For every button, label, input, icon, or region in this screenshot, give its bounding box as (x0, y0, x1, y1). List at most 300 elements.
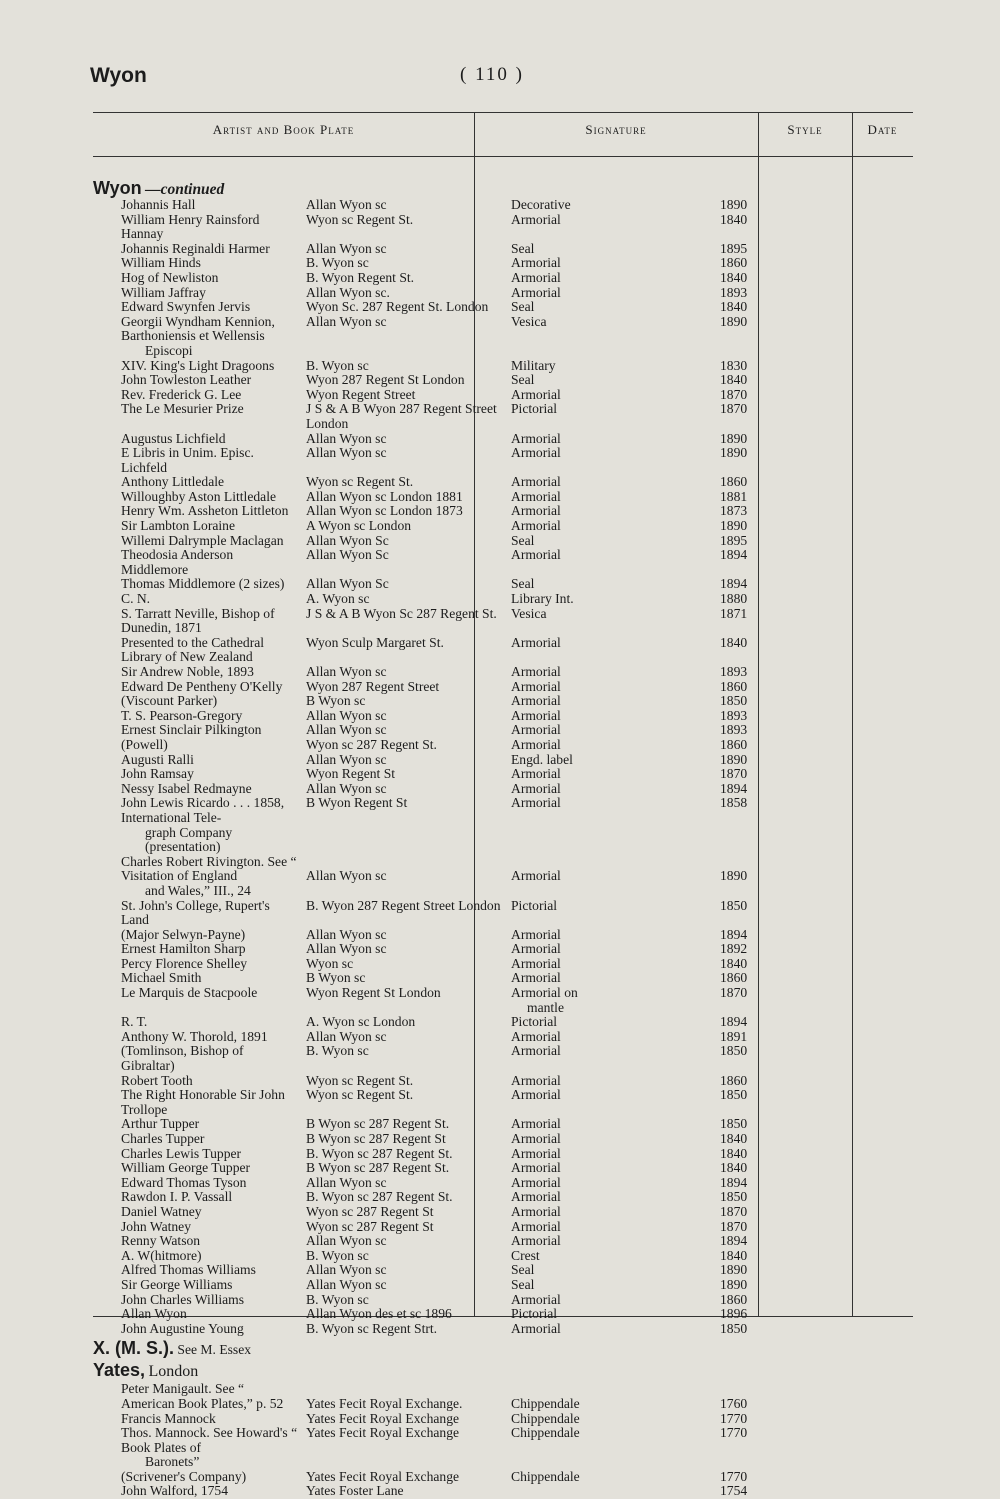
date-cell: 1860 (720, 474, 748, 490)
style-value: Armorial (511, 1189, 561, 1205)
signature-cell: Yates Foster Lane (306, 1483, 404, 1499)
date-cell: 1870 (720, 401, 748, 417)
artist-cell (93, 242, 298, 257)
date-cell: 1840 (720, 211, 748, 227)
artist-name: Sir Andrew Noble, 1893 (121, 664, 254, 679)
style-value: Chippendale (511, 1410, 580, 1426)
artist-cell (93, 402, 298, 431)
table-row (93, 1426, 913, 1470)
artist-name: Michael Smith (121, 970, 202, 986)
artist-name: T. S. Pearson-Gregory (121, 707, 243, 723)
section-name: Wyon (93, 178, 142, 198)
style-value: Armorial (511, 269, 561, 285)
signature-cell: Allan Wyon sc (306, 1276, 387, 1292)
table-row (93, 1044, 913, 1073)
style-cell (503, 1074, 708, 1089)
artist-name: C. N. (121, 591, 151, 607)
section-continued: —continued (145, 181, 225, 198)
date-cell: 1895 (720, 532, 748, 548)
artist-name: (Tomlinson, Bishop of Gibraltar) (121, 1043, 244, 1074)
signature-cell: B. Wyon sc (306, 1247, 369, 1263)
signature-cell: Allan Wyon sc. (306, 284, 390, 300)
artist-cell (93, 782, 298, 797)
artist-name: A. W(hitmore) (121, 1247, 202, 1263)
artist-cell (93, 796, 298, 854)
table-row (93, 1015, 913, 1030)
artist-cell (93, 373, 298, 388)
column-header-style: Style (787, 122, 823, 137)
artist-name: E Libris in Unim. Episc. Lichfeld (121, 445, 254, 475)
style-cell (503, 242, 708, 257)
style-cell (503, 1176, 708, 1191)
table-row (93, 213, 913, 242)
table-row (93, 753, 913, 768)
style-value: Armorial (511, 1087, 561, 1103)
column-header-date: Date (867, 122, 898, 137)
date-cell: 1830 (720, 357, 748, 373)
style-cell (503, 1190, 708, 1205)
artist-cell (93, 1074, 298, 1089)
style-value: Chippendale (511, 1425, 580, 1441)
date-cell: 1850 (720, 897, 748, 913)
style-value: Armorial (511, 1043, 561, 1059)
style-cell (503, 796, 708, 854)
style-value: Decorative (511, 197, 571, 212)
date-cell: 1894 (720, 1014, 748, 1030)
table-row (93, 534, 913, 549)
table-row (93, 577, 913, 592)
date-cell: 1890 (720, 430, 748, 446)
table-row (93, 723, 913, 738)
artist-name: Le Marquis de Stacpoole (121, 985, 258, 1001)
table-row (93, 1470, 913, 1485)
artist-name: Hog of Newliston (121, 269, 219, 285)
style-value: Seal (511, 532, 535, 548)
entries-table (93, 176, 913, 1499)
date-cell: 1894 (720, 1233, 748, 1249)
style-cell (503, 198, 708, 213)
table-row (93, 359, 913, 374)
style-value: Armorial (511, 547, 561, 563)
style-cell (503, 1484, 708, 1499)
artist-cell (93, 753, 298, 768)
artist-name: John Ramsay (121, 766, 194, 782)
artist-name: John Watney (121, 1218, 192, 1234)
table-row (93, 1147, 913, 1162)
style-value: Library Int. (511, 591, 574, 607)
table-row (93, 636, 913, 665)
style-value: Armorial (511, 503, 561, 519)
section-place: London (148, 1363, 199, 1381)
table-row (93, 1412, 913, 1427)
style-value: Armorial (511, 474, 561, 490)
style-cell (503, 1234, 708, 1249)
section-heading-row (93, 176, 913, 198)
artist-name: Percy Florence Shelley (121, 955, 248, 971)
table-row (93, 665, 913, 680)
artist-cell (93, 1263, 298, 1278)
style-value: Armorial (511, 488, 561, 504)
artist-name: William Jaffray (121, 284, 206, 300)
artist-name: Renny Watson (121, 1233, 201, 1249)
signature-cell: Allan Wyon Sc (306, 547, 389, 563)
signature-cell: Wyon sc (306, 955, 354, 971)
style-value: Armorial (511, 722, 561, 738)
style-cell (503, 1220, 708, 1235)
artist-cell (93, 709, 298, 724)
artist-name: Georgii Wyndham Kennion, Barthoniensis et Wellensis (121, 313, 275, 344)
artist-name: (Scrivener's Company) (121, 1468, 247, 1484)
artist-name: William George Tupper (121, 1160, 251, 1176)
style-value: Seal (511, 240, 535, 256)
artist-name: John Charles Williams (121, 1291, 245, 1307)
table-row (93, 607, 913, 636)
date-cell: 1770 (720, 1425, 748, 1441)
artist-cell (93, 636, 298, 665)
style-cell (503, 1030, 708, 1045)
style-value: Seal (511, 1262, 535, 1278)
signature-cell: Wyon 287 Regent St London (306, 372, 465, 388)
style-value: Armorial (511, 970, 561, 986)
style-cell (503, 1249, 708, 1264)
signature-cell: Wyon sc Regent St. (306, 474, 414, 490)
style-cell (503, 592, 708, 607)
table-row (93, 1382, 913, 1411)
table-row (93, 738, 913, 753)
artist-cell (93, 1307, 298, 1322)
date-cell: 1870 (720, 985, 748, 1001)
table-row (93, 1161, 913, 1176)
date-cell: 1840 (720, 955, 748, 971)
signature-cell: B. Wyon 287 Regent Street London (306, 897, 501, 913)
style-cell (503, 607, 708, 636)
artist-cell (93, 1322, 298, 1337)
style-cell (503, 753, 708, 768)
style-value: Armorial (511, 955, 561, 971)
date-cell: 1871 (720, 605, 748, 621)
style-cell (503, 738, 708, 753)
style-cell (503, 490, 708, 505)
artist-name: William Henry Rainsford Hannay (121, 211, 260, 242)
artist-cell (93, 432, 298, 447)
signature-cell: Allan Wyon sc (306, 751, 387, 767)
date-cell: 1860 (720, 970, 748, 986)
style-value: Armorial (511, 1291, 561, 1307)
table-row (93, 899, 913, 928)
date-cell: 1890 (720, 1276, 748, 1292)
style-value: Armorial on (511, 985, 578, 1001)
style-cell (503, 271, 708, 286)
date-cell: 1840 (720, 1247, 748, 1263)
artist-name: Willoughby Aston Littledale (121, 488, 277, 504)
artist-cell (93, 286, 298, 301)
date-cell: 1840 (720, 634, 748, 650)
top-rule (93, 112, 913, 113)
date-cell: 1892 (720, 941, 748, 957)
table-row (93, 1293, 913, 1308)
section-heading (93, 176, 913, 198)
artist-cell (93, 1147, 298, 1162)
table-row (93, 1234, 913, 1249)
artist-cell (93, 446, 298, 475)
style-cell (503, 986, 708, 1015)
table-row (93, 680, 913, 695)
style-value: Vesica (511, 605, 547, 621)
date-cell: 1890 (720, 313, 748, 329)
artist-cell (93, 899, 298, 928)
signature-cell: B Wyon sc (306, 970, 366, 986)
artist-cell (93, 1220, 298, 1235)
artist-cell (93, 986, 298, 1015)
signature-cell: Allan Wyon Sc (306, 576, 389, 592)
table-row (93, 1249, 913, 1264)
style-cell (503, 899, 708, 928)
signature-cell: Wyon 287 Regent Street (306, 678, 440, 694)
date-cell: 1893 (720, 664, 748, 679)
style-value: Armorial (511, 693, 561, 709)
table-row (93, 519, 913, 534)
artist-name: Augusti Ralli (121, 751, 194, 767)
signature-cell: B. Wyon sc (306, 1043, 369, 1059)
signature-cell: B Wyon sc 287 Regent St. (306, 1116, 450, 1132)
table-row (93, 942, 913, 957)
date-cell: 1890 (720, 445, 748, 461)
artist-cell (93, 534, 298, 549)
signature-cell: B. Wyon sc Regent Strt. (306, 1320, 438, 1336)
date-cell: 1870 (720, 766, 748, 782)
style-value: Armorial (511, 211, 561, 227)
artist-name: Ernest Sinclair Pilkington (121, 722, 262, 738)
signature-cell: Allan Wyon sc (306, 1174, 387, 1190)
artist-name: John Walford, 1754 (121, 1483, 229, 1499)
style-value: Pictorial (511, 1306, 558, 1322)
table-row (93, 271, 913, 286)
date-cell: 1860 (720, 1291, 748, 1307)
artist-name: Alfred Thomas Williams (121, 1262, 256, 1278)
artist-cell (93, 315, 298, 359)
signature-cell: Allan Wyon sc London 1873 (306, 503, 463, 519)
artist-cell (93, 738, 298, 753)
artist-cell (93, 1161, 298, 1176)
artist-name: William Hinds (121, 255, 201, 271)
artist-name: Charles Tupper (121, 1131, 205, 1146)
style-cell (503, 709, 708, 724)
style-value: Armorial (511, 766, 561, 782)
style-value: Armorial (511, 1203, 561, 1219)
table-row (93, 1278, 913, 1293)
artist-cell (93, 1190, 298, 1205)
style-cell (503, 1117, 708, 1132)
artist-name: Edward De Pentheny O'Kelly (121, 678, 283, 694)
artist-name: Johannis Reginaldi Harmer (121, 240, 270, 256)
table-row (93, 446, 913, 475)
style-cell (503, 373, 708, 388)
date-cell: 1850 (720, 1043, 748, 1059)
artist-cell (93, 1249, 298, 1264)
artist-cell (93, 1426, 298, 1470)
running-head (90, 64, 920, 94)
style-cell (503, 388, 708, 403)
style-cell (503, 286, 708, 301)
style-cell (503, 1412, 708, 1427)
header-rule (93, 156, 913, 157)
artist-name: John Lewis Ricardo . . . 1858, International Tele- (121, 795, 285, 825)
style-cell (503, 782, 708, 797)
artist-cell (93, 971, 298, 986)
date-cell: 1840 (720, 372, 748, 388)
artist-name-continued: Baronets” (145, 1454, 200, 1470)
style-value: Armorial (511, 518, 561, 534)
style-cell (503, 957, 708, 972)
artist-name-continued: and Wales,” III., 24 (145, 882, 251, 898)
style-cell (503, 1044, 708, 1073)
signature-cell: Yates Fecit Royal Exchange (306, 1425, 460, 1441)
style-value: Armorial (511, 780, 561, 796)
table-row (93, 1176, 913, 1191)
date-cell: 1894 (720, 780, 748, 796)
style-cell (503, 971, 708, 986)
style-value: Armorial (511, 1160, 561, 1176)
artist-cell (93, 490, 298, 505)
style-cell (503, 1307, 708, 1322)
table-row (93, 490, 913, 505)
artist-cell (93, 942, 298, 957)
style-cell (503, 1205, 708, 1220)
style-value: Pictorial (511, 401, 558, 417)
style-value: Crest (511, 1247, 540, 1263)
date-cell: 1840 (720, 1131, 748, 1146)
style-cell (503, 694, 708, 709)
artist-cell (93, 1484, 298, 1499)
section-name: X. (M. S.). (93, 1338, 174, 1359)
style-value: Armorial (511, 1028, 561, 1044)
date-cell: 1894 (720, 1174, 748, 1190)
artist-name: Edward Thomas Tyson (121, 1174, 247, 1190)
table-row (93, 709, 913, 724)
artist-name: John Towleston Leather (121, 372, 252, 388)
table-row (93, 1322, 913, 1337)
column-header-signature: Signature (585, 122, 647, 137)
signature-cell: Allan Wyon sc (306, 313, 387, 329)
signature-cell: Wyon Sculp Margaret St. (306, 634, 444, 650)
date-cell: 1873 (720, 503, 748, 519)
table-row (93, 432, 913, 447)
signature-cell: A. Wyon sc (306, 591, 370, 607)
signature-cell: B. Wyon sc 287 Regent St. (306, 1189, 453, 1205)
signature-cell: B Wyon sc 287 Regent St. (306, 1160, 450, 1176)
style-cell (503, 315, 708, 359)
signature-cell: Allan Wyon sc (306, 445, 387, 461)
artist-cell (93, 928, 298, 943)
signature-cell: Wyon sc Regent St. (306, 1087, 414, 1103)
artist-cell (93, 300, 298, 315)
signature-cell: Allan Wyon sc (306, 707, 387, 723)
style-value: Seal (511, 576, 535, 592)
style-value: Armorial (511, 941, 561, 957)
artist-name: Francis Mannock (121, 1410, 216, 1426)
style-value: Armorial (511, 284, 561, 300)
style-value: Armorial (511, 386, 561, 402)
artist-cell (93, 1205, 298, 1220)
table-row (93, 1088, 913, 1117)
table-row (93, 198, 913, 213)
signature-cell: B Wyon sc 287 Regent St (306, 1131, 446, 1146)
style-cell (503, 1088, 708, 1117)
table-row (93, 986, 913, 1015)
style-value: Armorial (511, 1145, 561, 1161)
artist-cell (93, 1382, 298, 1411)
style-cell (503, 636, 708, 665)
artist-cell (93, 504, 298, 519)
style-cell (503, 534, 708, 549)
table-row (93, 694, 913, 709)
table-row (93, 971, 913, 986)
artist-cell (93, 1015, 298, 1030)
artist-cell (93, 1234, 298, 1249)
style-value: Armorial (511, 1116, 561, 1132)
table-row (93, 504, 913, 519)
date-cell: 1840 (720, 1145, 748, 1161)
style-cell (503, 446, 708, 475)
style-value: Armorial (511, 430, 561, 446)
artist-name: (Viscount Parker) (121, 693, 218, 709)
artist-cell (93, 592, 298, 607)
style-cell (503, 942, 708, 957)
artist-cell (93, 767, 298, 782)
date-cell: 1850 (720, 1116, 748, 1132)
artist-name: The Le Mesurier Prize (121, 401, 244, 417)
table-row (93, 957, 913, 972)
style-cell (503, 256, 708, 271)
style-cell (503, 432, 708, 447)
style-value-continued: mantle (527, 999, 564, 1015)
date-cell: 1870 (720, 1203, 748, 1219)
date-cell: 1880 (720, 591, 748, 607)
date-cell: 1860 (720, 255, 748, 271)
date-cell: 1754 (720, 1483, 748, 1499)
style-cell (503, 928, 708, 943)
artist-name: Allan Wyon (121, 1306, 187, 1322)
artist-cell (93, 256, 298, 271)
signature-cell: Allan Wyon sc (306, 430, 387, 446)
artist-name: Theodosia Anderson Middlemore (121, 547, 234, 577)
artist-name-continued: Episcopi (145, 342, 193, 358)
style-cell (503, 1382, 708, 1411)
artist-name: St. John's College, Rupert's Land (121, 897, 270, 928)
style-value: Seal (511, 1276, 535, 1292)
signature-cell: Allan Wyon Sc (306, 532, 389, 548)
signature-cell: J S & A B Wyon Sc 287 Regent St. (306, 605, 497, 621)
style-cell (503, 767, 708, 782)
artist-name: R. T. (121, 1014, 148, 1030)
date-cell: 1891 (720, 1028, 748, 1044)
style-cell (503, 213, 708, 242)
style-cell (503, 504, 708, 519)
section-heading (93, 1336, 913, 1358)
signature-cell: B. Wyon sc (306, 1291, 369, 1307)
style-value: Armorial (511, 664, 561, 679)
artist-name: Rawdon I. P. Vassall (121, 1189, 233, 1205)
artist-name: Ernest Hamilton Sharp (121, 941, 246, 957)
artist-name: Peter Manigault. See “ American Book Plates,” p. 52 (121, 1381, 284, 1411)
artist-cell (93, 548, 298, 577)
date-cell: 1840 (720, 269, 748, 285)
artist-name: Johannis Hall (121, 197, 196, 212)
artist-cell (93, 1117, 298, 1132)
artist-name: Charles Robert Rivington. See “ Visitation of England (121, 853, 297, 884)
signature-cell: Allan Wyon sc London 1881 (306, 488, 463, 504)
style-cell (503, 548, 708, 577)
